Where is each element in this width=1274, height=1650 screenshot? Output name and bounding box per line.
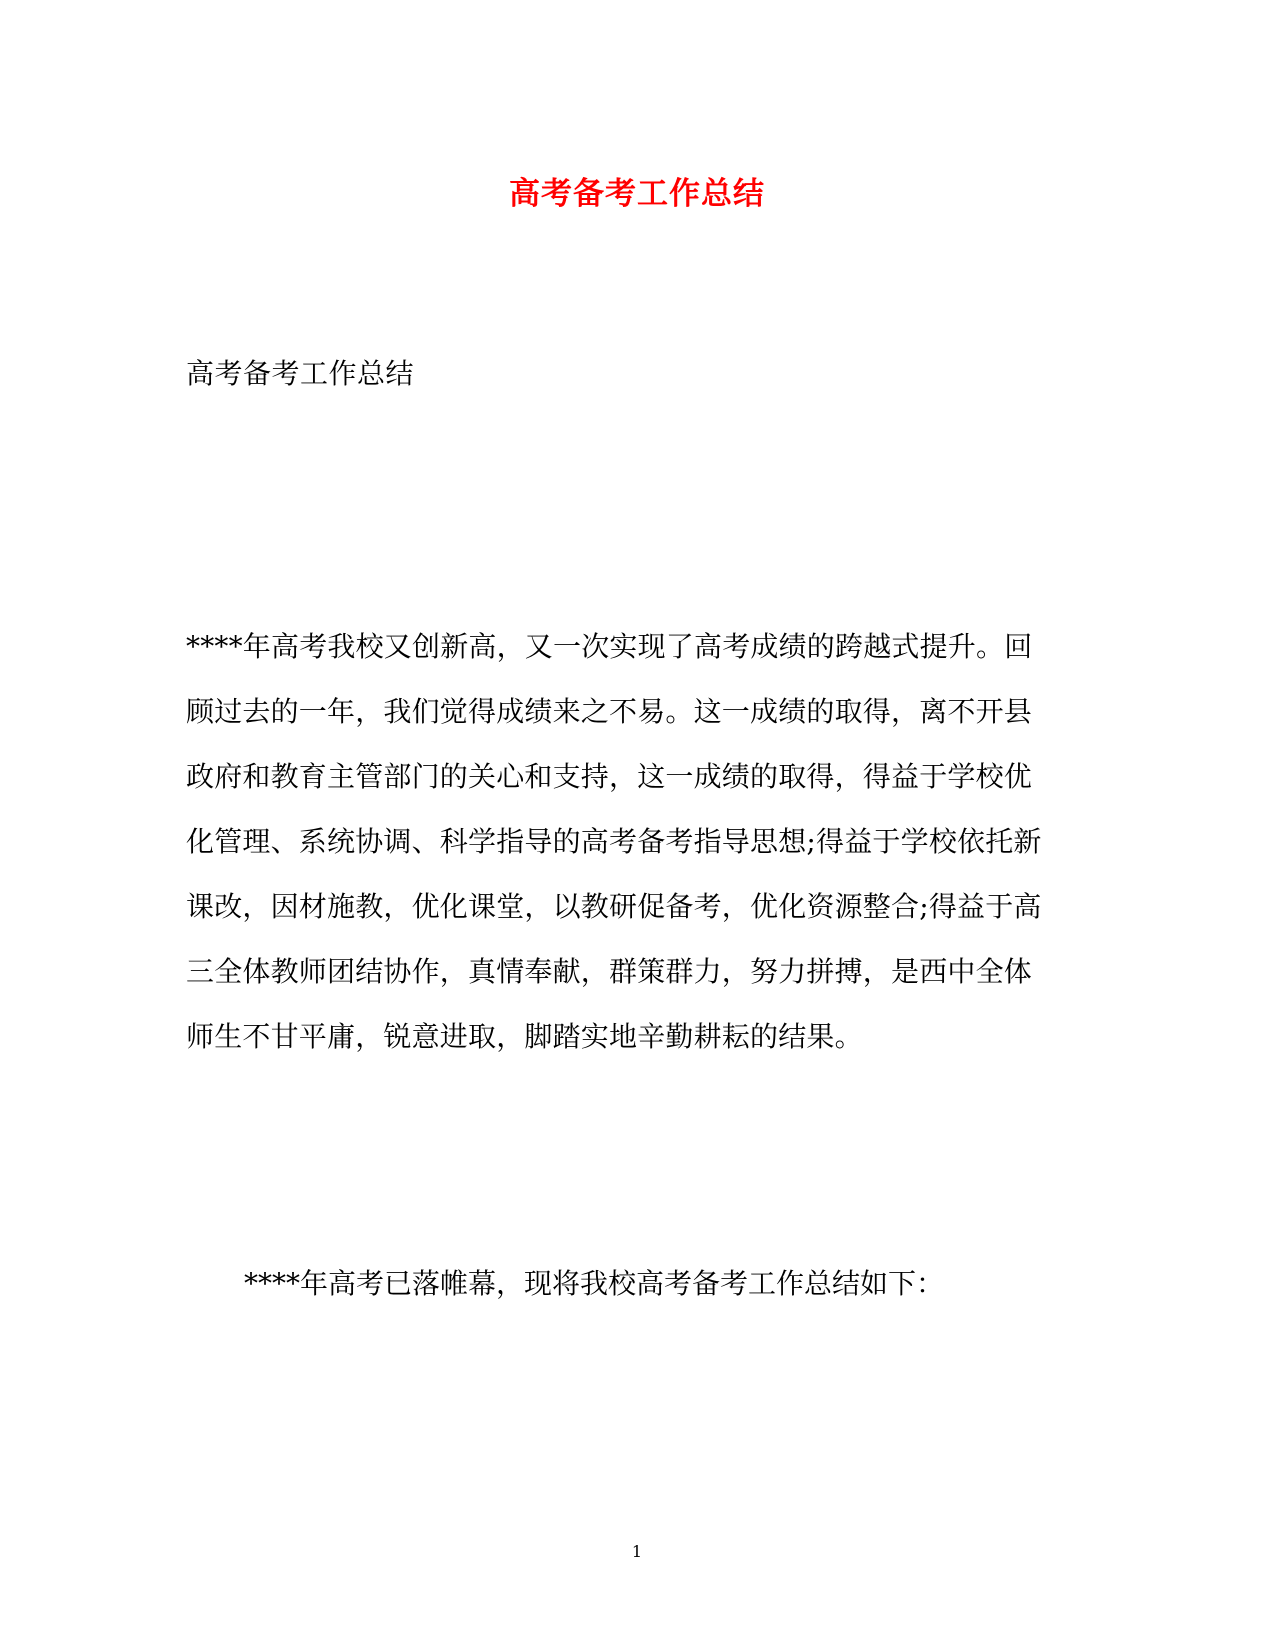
paragraph-line: 三全体教师团结协作，真情奉献，群策群力，努力拼搏，是西中全体 — [186, 955, 1033, 988]
paragraph-line: 师生不甘平庸，锐意进取，脚踏实地辛勤耕耘的结果。 — [186, 1020, 863, 1053]
paragraph-line: ****年高考我校又创新高，又一次实现了高考成绩的跨越式提升。回 — [186, 630, 1033, 663]
paragraph-line: 化管理、系统协调、科学指导的高考备考指导思想;得益于学校依托新 — [186, 825, 1042, 858]
intro-paragraph: ****年高考已落帷幕，现将我校高考备考工作总结如下： — [244, 1267, 945, 1300]
body-paragraph — [186, 614, 1086, 1069]
paragraph-line: 顾过去的一年，我们觉得成绩来之不易。这一成绩的取得，离不开县 — [186, 695, 1033, 728]
document-subtitle: 高考备考工作总结 — [186, 357, 415, 390]
paragraph-line: 政府和教育主管部门的关心和支持，这一成绩的取得，得益于学校优 — [186, 760, 1033, 793]
document-title: 高考备考工作总结 — [509, 176, 765, 212]
page-number: 1 — [631, 1542, 643, 1561]
paragraph-line: 课改，因材施教，优化课堂，以教研促备考，优化资源整合;得益于高 — [186, 890, 1042, 923]
